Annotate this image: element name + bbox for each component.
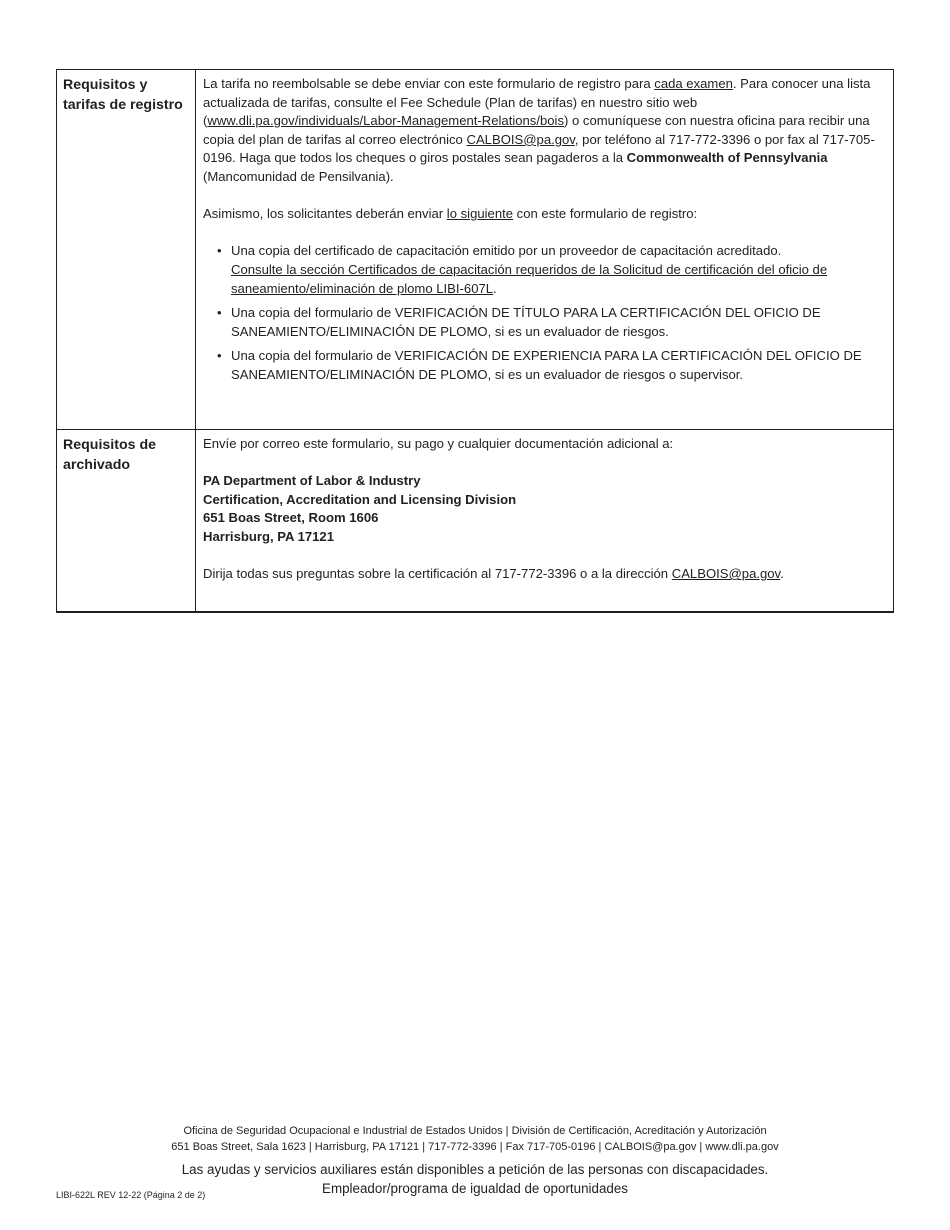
filing-row (57, 429, 893, 611)
list-item (217, 242, 885, 298)
requirements-list (203, 242, 885, 384)
questions-email-link[interactable]: CALBOIS@pa.gov (671, 566, 781, 582)
list-item (217, 304, 885, 341)
training-cert-text: Una copia del certificado de capacitación emitido por un proveedor de capacitación acreditado. (231, 243, 782, 259)
list-item (217, 347, 885, 384)
following-underline: lo siguiente (446, 206, 514, 222)
questions-paragraph (203, 565, 885, 584)
bullet-icon: • (217, 348, 222, 364)
bullet-icon: • (217, 305, 222, 321)
period-text: . (493, 280, 497, 296)
footer-office-line: Oficina de Seguridad Ocupacional e Industrial de Estados Unidos | División de Certificación, Acreditación y Autorización (183, 1125, 767, 1137)
footer-accessibility-line: Las ayudas y servicios auxiliares están disponibles a petición de las personas con discapacidades. (181, 1162, 769, 1177)
each-exam-underline: cada examen (654, 76, 733, 91)
bullet-icon: • (217, 243, 222, 259)
applicants-paragraph (203, 205, 885, 224)
fees-text-4: , por teléfono al 717-772-3396 o por fax al 717-705-0196. Haga que todos los cheques o giros postales sean pagaderos a la (203, 131, 875, 166)
fees-content (196, 70, 893, 429)
requirements-table (56, 69, 894, 613)
libi-607l-reference-link[interactable]: Consulte la sección Certificados de capacitación requeridos de la Solicitud de certificación del oficio de saneamiento/eliminación de plomo LIBI-607L (231, 261, 828, 296)
address-line-2: Certification, Accreditation and Licensing Division (203, 491, 517, 507)
fees-text-2: . Para conocer una lista actualizada de tarifas, consulte el Fee Schedule (Plan de tarifas) en nuestro sitio web ( (203, 76, 871, 129)
filing-content (196, 430, 893, 611)
footer-eeo-line: Empleador/programa de igualdad de oportunidades (322, 1180, 628, 1196)
calbois-email-link[interactable]: CALBOIS@pa.gov (466, 131, 575, 147)
commonwealth-bold: Commonwealth of Pennsylvania (626, 150, 828, 166)
fee-schedule-link[interactable]: www.dli.pa.gov/individuals/Labor-Management-Relations/bois (207, 113, 565, 129)
fees-text-5: (Mancomunidad de Pensilvania). (203, 168, 394, 184)
experience-verification-text: Una copia del formulario de VERIFICACIÓN DE EXPERIENCIA PARA LA CERTIFICACIÓN DEL OFICIO DE SANEAMIENTO/ELIMINACIÓN DE PLOMO, si es un evaluador de riesgos o supervisor. (231, 348, 862, 382)
fees-row (57, 70, 893, 429)
page-footer (0, 1124, 950, 1198)
fees-label: Requisitos y tarifas de registro (57, 70, 196, 429)
fees-paragraph (203, 75, 885, 187)
filing-intro: Envíe por correo este formulario, su pago y cualquier documentación adicional a: (203, 436, 674, 451)
applicants-text-1: Asimismo, los solicitantes deberán enviar (203, 206, 447, 222)
title-verification-text: Una copia del formulario de VERIFICACIÓN DE TÍTULO PARA LA CERTIFICACIÓN DEL OFICIO DE SANEAMIENTO/ELIMINACIÓN DE PLOMO, si es un evaluador de riesgos. (231, 305, 821, 339)
footer-contact-line: 651 Boas Street, Sala 1623 | Harrisburg, PA 17121 | 717-772-3396 | Fax 717-705-0196 | CALBOIS@pa.gov | www.dli.pa.gov (171, 1140, 779, 1153)
address-line-3: 651 Boas Street, Room 1606 (203, 510, 379, 526)
filing-label: Requisitos de archivado (57, 430, 196, 611)
questions-text: Dirija todas sus preguntas sobre la certificación al 717-772-3396 o a la dirección (203, 566, 672, 582)
form-id: LIBI-622L REV 12-22 (Página 2 de 2) (56, 1190, 206, 1200)
fees-text-1: La tarifa no reembolsable se debe enviar con este formulario de registro para (203, 76, 655, 91)
fees-text-3: ) o comuníquese con nuestra oficina para recibir una copia del plan de tarifas al correo electrónico (203, 113, 870, 147)
address-line-1: PA Department of Labor & Industry (203, 473, 421, 489)
mailing-address (203, 472, 885, 546)
period-text: . (780, 566, 784, 582)
address-line-4: Harrisburg, PA 17121 (203, 528, 334, 544)
applicants-text-2: con este formulario de registro: (513, 206, 698, 222)
